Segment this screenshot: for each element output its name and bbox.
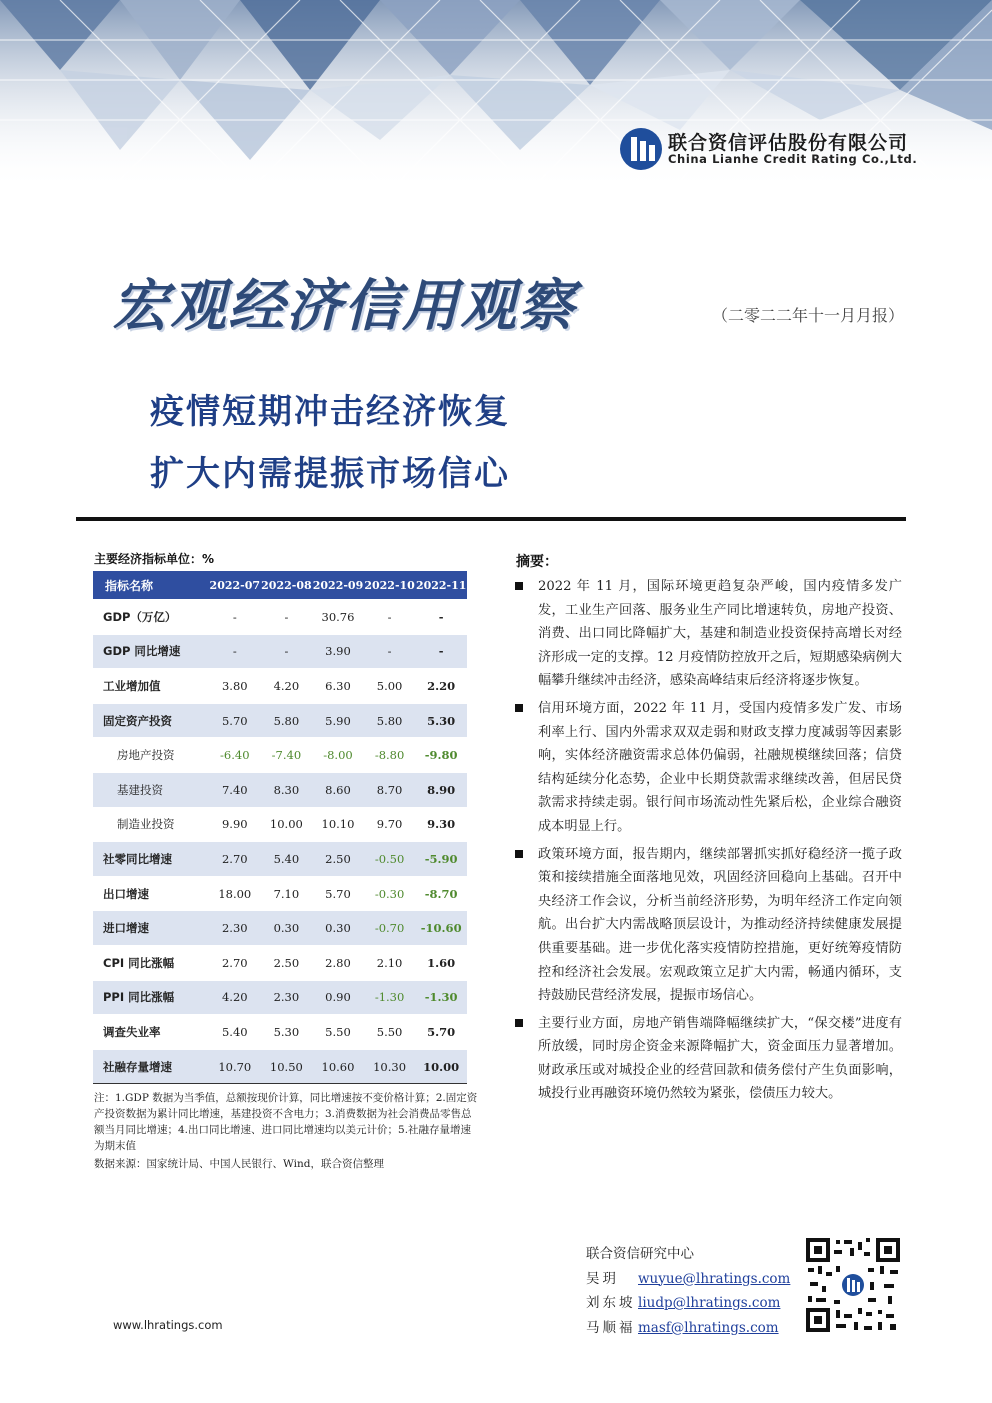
table-cell: 10.00: [415, 1049, 467, 1084]
table-cell: -: [261, 634, 313, 669]
summary-list: [512, 575, 902, 1110]
table-cell: 4.20: [209, 980, 261, 1015]
table-cell: 10.70: [209, 1049, 261, 1084]
contact-block: [586, 1242, 790, 1340]
subtitle-line-1: 疫情短期冲击经济恢复: [150, 392, 510, 432]
table-cell: 10.00: [261, 807, 313, 842]
table-cell: 9.70: [364, 807, 416, 842]
table-cell: 3.80: [209, 669, 261, 704]
square-bullet-icon: [515, 1019, 523, 1027]
table-cell: 7.10: [261, 876, 313, 911]
table-cell: 1.60: [415, 945, 467, 980]
table-cell: 0.30: [261, 911, 313, 946]
table-row: [93, 945, 467, 980]
table-cell: 5.70: [209, 703, 261, 738]
table-cell: -: [364, 600, 416, 635]
economic-indicators-table: [93, 571, 467, 1084]
table-cell: 5.50: [312, 1015, 364, 1050]
table-row: [93, 1049, 467, 1084]
table-cell: -5.90: [415, 842, 467, 877]
table-cell: 5.30: [261, 1015, 313, 1050]
summary-text: 信用环境方面，2022 年 11 月，受国内疫情多发广发、市场利率上行、国内外需求双双走弱和财政支撑力度减弱等因素影响，实体经济融资需求总体仍偏弱，社融规模继续回落；信贷结构延续分化态势，企业中长期贷款需求继续改善，但居民贷款需求持续走弱。银行间市场流动性先紧后松，企业综合融资成本明显上行。: [538, 700, 902, 834]
table-cell: 5.90: [312, 703, 364, 738]
table-cell: 3.90: [312, 634, 364, 669]
table-cell: -10.60: [415, 911, 467, 946]
table-cell: 5.40: [209, 1015, 261, 1050]
table-cell: -0.30: [364, 876, 416, 911]
row-label: 社零同比增速: [93, 842, 209, 877]
table-row: [93, 911, 467, 946]
summary-text: 2022 年 11 月，国际环境更趋复杂严峻，国内疫情多发广发，工业生产回落、服务业生产同比增速转负，房地产投资、消费、出口同比降幅扩大，基建和制造业投资保持高增长对经济形成一定的支撑。12 月疫情防控放开之后，短期感染病例大幅攀升继续冲击经济，感染高峰结束后经济将逐步恢复。: [538, 579, 902, 689]
row-label: 工业增加值: [93, 669, 209, 704]
table-cell: 9.30: [415, 807, 467, 842]
summary-item: [512, 1012, 902, 1106]
table-cell: 2.20: [415, 669, 467, 704]
table-cell: 9.90: [209, 807, 261, 842]
table-row: [93, 1015, 467, 1050]
summary-item: [512, 697, 902, 839]
summary-item: [512, 843, 902, 1008]
table-row: [93, 600, 467, 635]
contact-email-link[interactable]: wuyue@lhratings.com: [638, 1270, 791, 1287]
summary-item: [512, 575, 902, 693]
company-name-cn: 联合资信评估股份有限公司: [668, 132, 909, 154]
table-cell: 5.70: [312, 876, 364, 911]
table-cell: -6.40: [209, 738, 261, 773]
table-note: 注：1.GDP 数据为当季值，总额按现价计算，同比增速按不变价格计算；2.固定资产投资数据为累计同比增速，基建投资不含电力；3.消费数据为社会消费品零售总额当月同比增速；4.出口同比增速、进口同比增速均以美元计价；5.社融存量增速为期末值: [94, 1092, 478, 1152]
table-cell: 5.50: [364, 1015, 416, 1050]
header-cell: 指标名称: [93, 571, 209, 600]
table-cell: 5.00: [364, 669, 416, 704]
table-cell: 2.70: [209, 842, 261, 877]
table-cell: 8.90: [415, 772, 467, 807]
table-cell: 0.90: [312, 980, 364, 1015]
report-title: 宏观经济信用观察: [112, 274, 576, 339]
row-label: 基建投资: [93, 772, 209, 807]
table-cell: 0.30: [312, 911, 364, 946]
company-name-en: China Lianhe Credit Rating Co.,Ltd.: [668, 152, 918, 166]
table-row: [93, 669, 467, 704]
table-cell: -: [209, 600, 261, 635]
table-cell: 6.30: [312, 669, 364, 704]
table-cell: -: [261, 600, 313, 635]
row-label: 固定资产投资: [93, 703, 209, 738]
table-row: [93, 876, 467, 911]
data-source: 数据来源：国家统计局、中国人民银行、Wind，联合资信整理: [94, 1158, 384, 1170]
table-cell: 5.70: [415, 1015, 467, 1050]
table-cell: 10.30: [364, 1049, 416, 1084]
company-logo: [620, 128, 920, 172]
qr-code-icon: [806, 1238, 900, 1332]
summary-title: 摘要：: [516, 554, 558, 570]
contact-name: 刘东坡: [586, 1295, 636, 1311]
table-cell: -: [364, 634, 416, 669]
table-cell: 2.50: [261, 945, 313, 980]
table-cell: 10.10: [312, 807, 364, 842]
table-cell: 5.30: [415, 703, 467, 738]
row-label: GDP 同比增速: [93, 634, 209, 669]
lianhe-logo-icon: [620, 128, 662, 170]
table-cell: 4.20: [261, 669, 313, 704]
table-cell: 18.00: [209, 876, 261, 911]
table-row: [93, 980, 467, 1015]
table-cell: 5.40: [261, 842, 313, 877]
table-cell: -: [209, 634, 261, 669]
table-cell: 8.70: [364, 772, 416, 807]
table-cell: 10.50: [261, 1049, 313, 1084]
table-cell: 2.80: [312, 945, 364, 980]
table-cell: 5.80: [364, 703, 416, 738]
table-cell: -8.80: [364, 738, 416, 773]
row-label: CPI 同比涨幅: [93, 945, 209, 980]
square-bullet-icon: [515, 850, 523, 858]
table-notes: [94, 1090, 480, 1172]
website-url: www.lhratings.com: [113, 1318, 223, 1332]
table-body: [93, 600, 467, 1084]
table-cell: 2.50: [312, 842, 364, 877]
row-label: 房地产投资: [93, 738, 209, 773]
header-cell: 2022-09: [312, 571, 364, 600]
header-cell: 2022-11: [415, 571, 467, 600]
table-row: [93, 703, 467, 738]
table-cell: 2.30: [261, 980, 313, 1015]
table-row: [93, 807, 467, 842]
square-bullet-icon: [515, 582, 523, 590]
table-cell: -1.30: [364, 980, 416, 1015]
table-cell: -8.70: [415, 876, 467, 911]
table-cell: 10.60: [312, 1049, 364, 1084]
table-row: [93, 842, 467, 877]
row-label: 进口增速: [93, 911, 209, 946]
contact-org: 联合资信研究中心: [586, 1246, 694, 1262]
contact-email-link[interactable]: liudp@lhratings.com: [638, 1295, 781, 1311]
table-cell: -7.40: [261, 738, 313, 773]
row-label: 出口增速: [93, 876, 209, 911]
header-cell: 2022-07: [209, 571, 261, 600]
table-cell: 30.76: [312, 600, 364, 635]
subtitle-line-2: 扩大内需提振市场信心: [150, 454, 510, 494]
contact-name: 吴玥: [586, 1270, 619, 1287]
table-row: [93, 772, 467, 807]
table-cell: 2.10: [364, 945, 416, 980]
row-label: PPI 同比涨幅: [93, 980, 209, 1015]
row-label: 调查失业率: [93, 1015, 209, 1050]
table-caption: 主要经济指标单位：%: [94, 552, 215, 566]
contact-name: 马顺福: [586, 1319, 636, 1336]
table-cell: -0.70: [364, 911, 416, 946]
divider-rule: [76, 517, 906, 521]
table-cell: 2.70: [209, 945, 261, 980]
table-header-row: [93, 571, 467, 600]
table-cell: -0.50: [364, 842, 416, 877]
table-cell: -: [415, 600, 467, 635]
row-label: 制造业投资: [93, 807, 209, 842]
contact-row: [586, 1267, 790, 1292]
header-cell: 2022-08: [261, 571, 313, 600]
header-cell: 2022-10: [364, 571, 416, 600]
summary-text: 主要行业方面，房地产销售端降幅继续扩大，“保交楼”进度有所放缓，同时房企资金来源降幅扩大，资金面压力显著增加。财政承压或对城投企业的经营回款和债务偿付产生负面影响，城投行业再融资环境仍然较为紧张，偿债压力较大。: [538, 1015, 902, 1102]
summary-text: 政策环境方面，报告期内，继续部署抓实抓好稳经济一揽子政策和接续措施全面落地见效，巩固经济回稳向上基础。召开中央经济工作会议，分析当前经济形势，为明年经济工作定向领航。出台扩大内需战略顶层设计，为推动经济持续健康发展提供重要基础。进一步优化落实疫情防控措施，更好统筹疫情防控和经济社会发展。宏观政策立足扩大内需，畅通内循环，支持鼓励民营经济发展，提振市场信心。: [538, 846, 902, 1004]
table-cell: 8.60: [312, 772, 364, 807]
table-cell: -1.30: [415, 980, 467, 1015]
table-row: [93, 634, 467, 669]
table-cell: 2.30: [209, 911, 261, 946]
table-cell: 7.40: [209, 772, 261, 807]
row-label: 社融存量增速: [93, 1049, 209, 1084]
table-row: [93, 738, 467, 773]
table-cell: -8.00: [312, 738, 364, 773]
report-date: （二零二二年十一月月报）: [712, 306, 905, 325]
table-cell: 5.80: [261, 703, 313, 738]
row-label: GDP（万亿）: [93, 600, 209, 635]
contact-row: [586, 1291, 790, 1316]
table-cell: 8.30: [261, 772, 313, 807]
table-cell: -9.80: [415, 738, 467, 773]
contact-row: [586, 1316, 790, 1341]
contact-email-link[interactable]: masf@lhratings.com: [638, 1319, 779, 1336]
square-bullet-icon: [515, 704, 523, 712]
table-cell: -: [415, 634, 467, 669]
